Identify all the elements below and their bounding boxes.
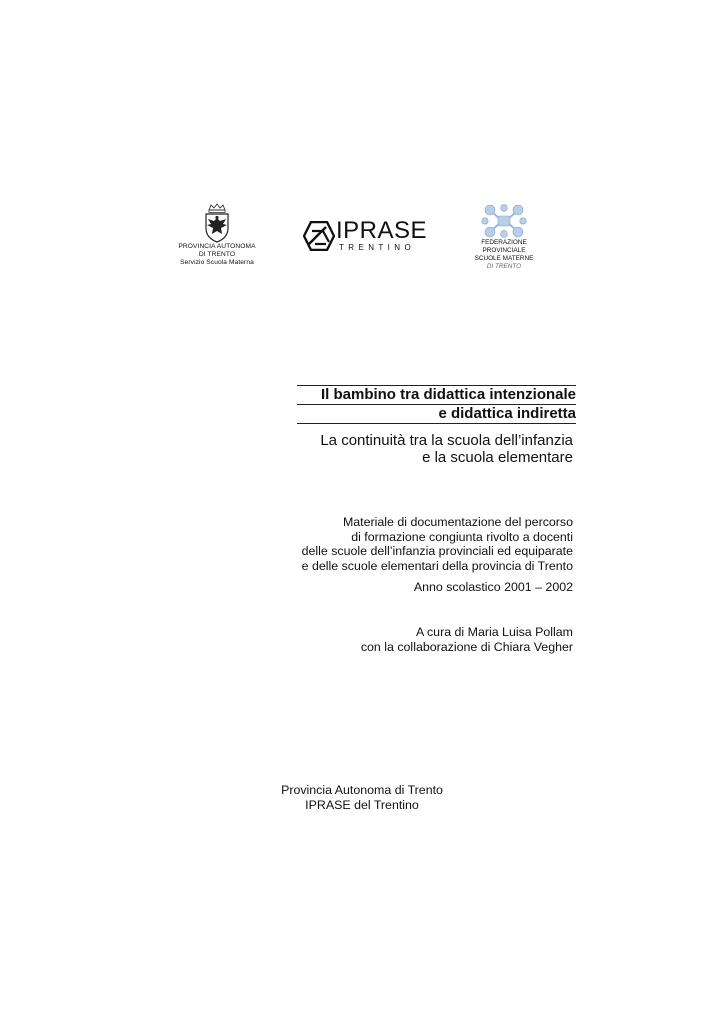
logo-iprase bbox=[303, 217, 428, 256]
pat-line-2: DI TRENTO bbox=[198, 251, 236, 258]
description-line-2: di formazione congiunta rivolto a docenti bbox=[351, 529, 573, 544]
iprase-name: IPRASE bbox=[336, 217, 428, 244]
fpsm-line-1: FEDERAZIONE bbox=[481, 239, 527, 246]
title-line-2: e didattica indiretta bbox=[438, 405, 576, 422]
credits bbox=[361, 625, 573, 654]
publisher-line-2: IPRASE del Trentino bbox=[305, 797, 419, 812]
description bbox=[302, 515, 573, 573]
title-line-1: Il bambino tra didattica intenzionale bbox=[320, 386, 576, 403]
iprase-subtitle: TRENTINO bbox=[339, 243, 416, 252]
school-year: Anno scolastico 2001 – 2002 bbox=[413, 580, 573, 594]
coat-of-arms-icon bbox=[200, 203, 234, 243]
subtitle-line-2: e la scuola elementare bbox=[422, 449, 573, 466]
title-rule-bottom bbox=[297, 423, 576, 424]
description-line-3: delle scuole dell’infanzia provinciali ed equiparate bbox=[301, 544, 573, 559]
logo-provincia-trento bbox=[172, 203, 262, 267]
pat-line-3: Servizio Scuola Materna bbox=[180, 259, 254, 266]
credits-line-2: con la collaborazione di Chiara Vegher bbox=[360, 639, 573, 654]
description-line-1: Materiale di documentazione del percorso bbox=[342, 515, 573, 529]
fpsm-line-4: DI TRENTO bbox=[486, 263, 522, 270]
title-block bbox=[297, 385, 576, 424]
description-line-4: e delle scuole elementari della provincia di Trento bbox=[301, 558, 573, 573]
logo-federazione bbox=[468, 203, 540, 271]
pat-line-1: PROVINCIA AUTONOMA bbox=[178, 243, 256, 250]
puzzle-pieces-icon bbox=[481, 203, 527, 239]
publisher-line-1: Provincia Autonoma di Trento bbox=[281, 783, 443, 797]
subtitle-line-1: La continuità tra la scuola dell’infanzia bbox=[320, 432, 573, 449]
publisher bbox=[262, 783, 462, 813]
fpsm-line-2: PROVINCIALE bbox=[482, 247, 526, 254]
fpsm-line-3: SCUOLE MATERNE bbox=[474, 255, 534, 262]
iprase-hexagon-icon bbox=[303, 221, 335, 251]
credits-line-1: A cura di Maria Luisa Pollam bbox=[415, 625, 573, 639]
subtitle bbox=[320, 432, 573, 466]
